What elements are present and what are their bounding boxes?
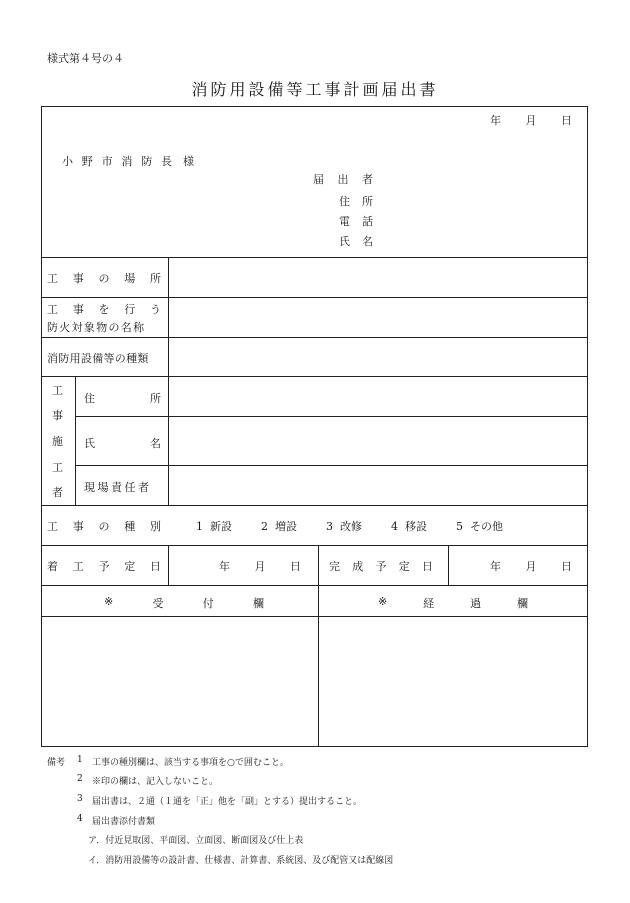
- reception-area: [43, 618, 316, 745]
- contractor-vertical-1: 事: [52, 409, 63, 422]
- notifier-name-label: 氏 名: [339, 235, 373, 248]
- addressee: 小 野 市 消 防 長: [62, 155, 172, 168]
- completion-date-label: 完 成 予 定 日: [329, 560, 433, 573]
- equipment-type-field[interactable]: [170, 339, 586, 375]
- work-type-option-renovation[interactable]: 3 改修: [326, 520, 362, 533]
- page-title: 消防用設備等工事計画届出書: [191, 80, 439, 99]
- note-2-text: ※印の欄は、記入しないこと。: [92, 777, 219, 787]
- work-type-option-addition[interactable]: 2 増設: [261, 520, 297, 533]
- submission-date: 年 月 日: [490, 114, 572, 127]
- start-date-field[interactable]: 年 月 日: [219, 560, 301, 573]
- note-1-text: 工事の種別欄は、該当する事項を○で囲むこと。: [92, 758, 289, 768]
- note-1-number: 1: [77, 755, 83, 765]
- target-building-field[interactable]: [170, 299, 586, 336]
- work-type-option-other[interactable]: 5 その他: [456, 520, 503, 533]
- note-4b-text: イ．消防用設備等の設計書、仕様書、計算書、系統図、及び配管又は配線図: [88, 856, 394, 866]
- work-type-option-new[interactable]: 1 新設: [196, 520, 232, 533]
- target-building-label-line2: 防火対象物の名称: [47, 321, 146, 334]
- note-4-number: 4: [77, 814, 83, 824]
- contractor-name-label: 氏 名: [84, 437, 161, 450]
- site-manager-field[interactable]: [170, 467, 586, 504]
- completion-date-field[interactable]: 年 月 日: [490, 560, 572, 573]
- progress-column-header: ※ 経 過 欄: [378, 595, 528, 610]
- contractor-vertical-2: 施: [52, 435, 63, 448]
- progress-area: [320, 618, 586, 745]
- equipment-type-label: 消防用設備等の種類: [47, 352, 149, 365]
- reception-column-header: ※ 受 付 欄: [104, 595, 264, 610]
- contractor-name-field[interactable]: [170, 418, 586, 464]
- addressee-honorific: 様: [183, 155, 194, 168]
- contractor-address-field[interactable]: [170, 378, 586, 415]
- contractor-address-label: 住 所: [84, 392, 161, 405]
- form-number: 様式第４号の４: [47, 52, 124, 65]
- note-3-number: 3: [77, 794, 83, 804]
- work-location-label: 工 事 の 場 所: [47, 272, 161, 285]
- notifier-address-label: 住 所: [339, 195, 373, 208]
- contractor-vertical-3: 工: [52, 461, 63, 474]
- work-type-label: 工 事 の 種 別: [47, 520, 161, 533]
- note-3-text: 届出書は、２通（１通を「正」他を「副」とする）提出すること。: [92, 797, 363, 807]
- work-location-field[interactable]: [170, 259, 586, 296]
- note-4a-text: ア．付近見取図、平面図、立面図、断面図及び仕上表: [88, 836, 304, 846]
- target-building-label-line1: 工 事 を 行 う: [47, 303, 161, 316]
- notes-heading: 備考: [47, 758, 66, 768]
- contractor-vertical-4: 者: [52, 486, 63, 499]
- notifier-phone-label: 電 話: [339, 215, 373, 228]
- note-4-text: 届出書添付書類: [92, 817, 156, 827]
- note-2-number: 2: [77, 774, 83, 784]
- contractor-vertical-0: 工: [52, 384, 63, 397]
- site-manager-label: 現場責任者: [84, 481, 152, 494]
- notifier-title: 届 出 者: [313, 173, 373, 186]
- work-type-option-relocation[interactable]: 4 移設: [391, 520, 427, 533]
- start-date-label: 着 工 予 定 日: [47, 560, 161, 573]
